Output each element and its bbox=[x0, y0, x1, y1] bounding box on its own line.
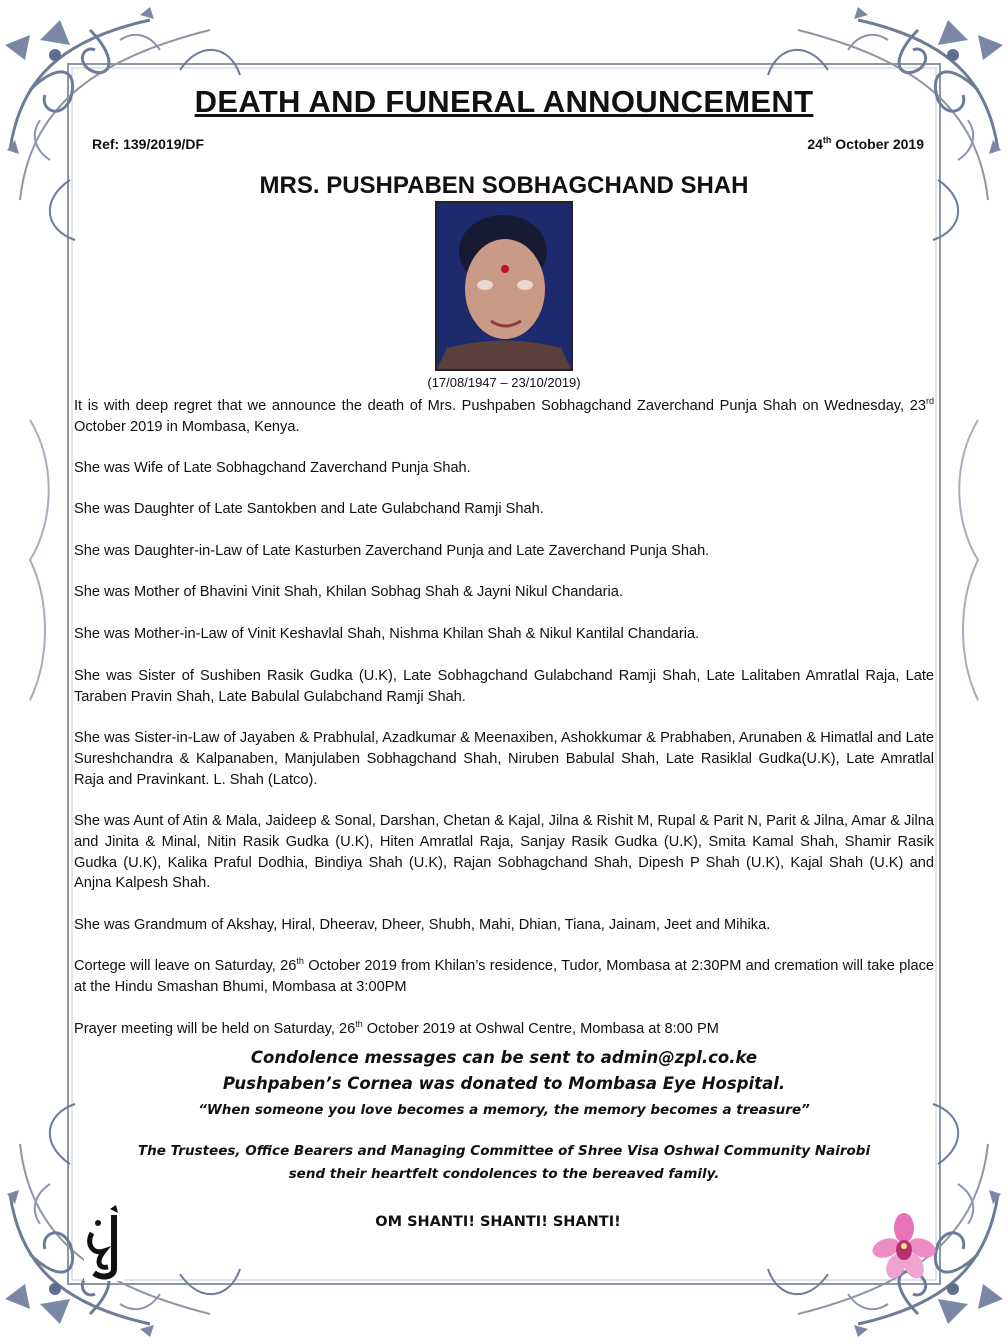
paragraph-daughter: She was Daughter of Late Santokben and Late Gulabchand Ramji Shah. bbox=[74, 501, 544, 517]
deceased-name: MRS. PUSHPABEN SOBHAGCHAND SHAH bbox=[259, 172, 749, 199]
prayer-text: Prayer meeting will be held on Saturday, 26 bbox=[74, 1021, 356, 1037]
announcement-date bbox=[807, 136, 924, 152]
page-title: DEATH AND FUNERAL ANNOUNCEMENT bbox=[194, 84, 814, 119]
paragraph-prayer bbox=[74, 1019, 934, 1040]
life-dates: (17/08/1947 – 23/10/2019) bbox=[427, 375, 581, 390]
paragraph-cortege bbox=[74, 956, 934, 998]
cortege-sup: th bbox=[296, 956, 304, 966]
paragraph-grandmum: She was Grandmum of Akshay, Hiral, Dheerav, Dheer, Shubh, Mahi, Dhian, Tiana, Jainam, Jeet and Mihika. bbox=[74, 917, 771, 933]
cornea-donation: Pushpaben’s Cornea was donated to Mombasa Eye Hospital. bbox=[222, 1074, 786, 1093]
paragraph-intro bbox=[74, 396, 934, 438]
paragraph-wife: She was Wife of Late Sobhagchand Zaverchand Punja Shah. bbox=[74, 460, 471, 476]
paragraph-sister: She was Sister of Sushiben Rasik Gudka (U.K), Late Sobhagchand Gulabchand Ramji Shah, Late Lalitaben Amratlal Raja, Late Taraben Pravin Shah, Late Babulal Gulabchand Ramji Shah. bbox=[74, 668, 934, 705]
date-rest: October 2019 bbox=[831, 136, 924, 152]
trustees-line-2: send their heartfelt condolences to the bereaved family. bbox=[288, 1166, 720, 1182]
orchid-flower-icon bbox=[872, 1212, 936, 1282]
intro-text: It is with deep regret that we announce the death of Mrs. Pushpaben Sobhagchand Zaverchand Punja Shah on Wednesday, 23 bbox=[74, 398, 926, 414]
paragraph-aunt: She was Aunt of Atin & Mala, Jaideep & Sonal, Darshan, Chetan & Kajal, Jilna & Rishit M, Rupal & Parit N, Parit & Jilna, Amar & Jilna and Jinita & Minal, Nitin Rasik Gudka (U.K), Hiten Amratlal Raja, Sanjay Rasik Gudka (U.K), Smita Kamal Shah, Shamir Rasik Gudka (U.K), Kalika Praful Dodhia, Bindiya Shah (U.K), Rajan Sobhagchand Shah, Dipesh P Shah (U.K), Kajal Shah (U.K) and Anjna Kalpesh Shah. bbox=[74, 813, 934, 892]
portrait-photo bbox=[435, 201, 573, 371]
paragraph-mother: She was Mother of Bhavini Vinit Shah, Khilan Sobhag Shah & Jayni Nikul Chandaria. bbox=[74, 584, 623, 600]
prayer-sup: th bbox=[355, 1019, 363, 1029]
intro-text-end: October 2019 in Mombasa, Kenya. bbox=[74, 418, 300, 435]
paragraph-sister-in-law: She was Sister-in-Law of Jayaben & Prabhulal, Azadkumar & Meenaxiben, Ashokkumar & Prabhaben, Arunaben & Himatlal and Late Sureshchandra & Kalpanaben, Manjulaben Sobhagchand Shah, Niruben Babulal Shah, Late Rasiklal Gudka(U.K), Late Amratlal Raja and Pravinkant. L. Shah (Latco). bbox=[74, 730, 934, 788]
reference-number: Ref: 139/2019/DF bbox=[92, 136, 205, 152]
jain-symbol-icon bbox=[84, 1203, 124, 1281]
prayer-text-end: October 2019 at Oshwal Centre, Mombasa at 8:00 PM bbox=[362, 1021, 719, 1037]
date-suffix: th bbox=[822, 135, 832, 145]
paragraph-daughter-in-law: She was Daughter-in-Law of Late Kasturben Zaverchand Punja and Late Zaverchand Punja Shah. bbox=[74, 543, 710, 559]
memorial-quote: “When someone you love becomes a memory, the memory becomes a treasure” bbox=[198, 1102, 810, 1118]
intro-sup: rd bbox=[925, 396, 934, 406]
date-day: 24 bbox=[807, 136, 823, 152]
trustees-line-1: The Trustees, Office Bearers and Managing Committee of Shree Visa Oshwal Community Nairobi bbox=[137, 1143, 871, 1159]
cortege-text-end: October 2019 from Khilan’s residence, Tudor, Mombasa at 2:30PM and cremation will take place at the Hindu Smashan Bhumi, Mombasa at 3:00PM bbox=[74, 958, 934, 995]
om-shanti: OM SHANTI! SHANTI! SHANTI! bbox=[375, 1214, 621, 1230]
cortege-text: Cortege will leave on Saturday, 26 bbox=[74, 958, 297, 974]
condolence-contact: Condolence messages can be sent to admin@zpl.co.ke bbox=[250, 1048, 758, 1067]
paragraph-mother-in-law: She was Mother-in-Law of Vinit Keshavlal Shah, Nishma Khilan Shah & Nikul Kantilal Chandaria. bbox=[74, 626, 700, 642]
